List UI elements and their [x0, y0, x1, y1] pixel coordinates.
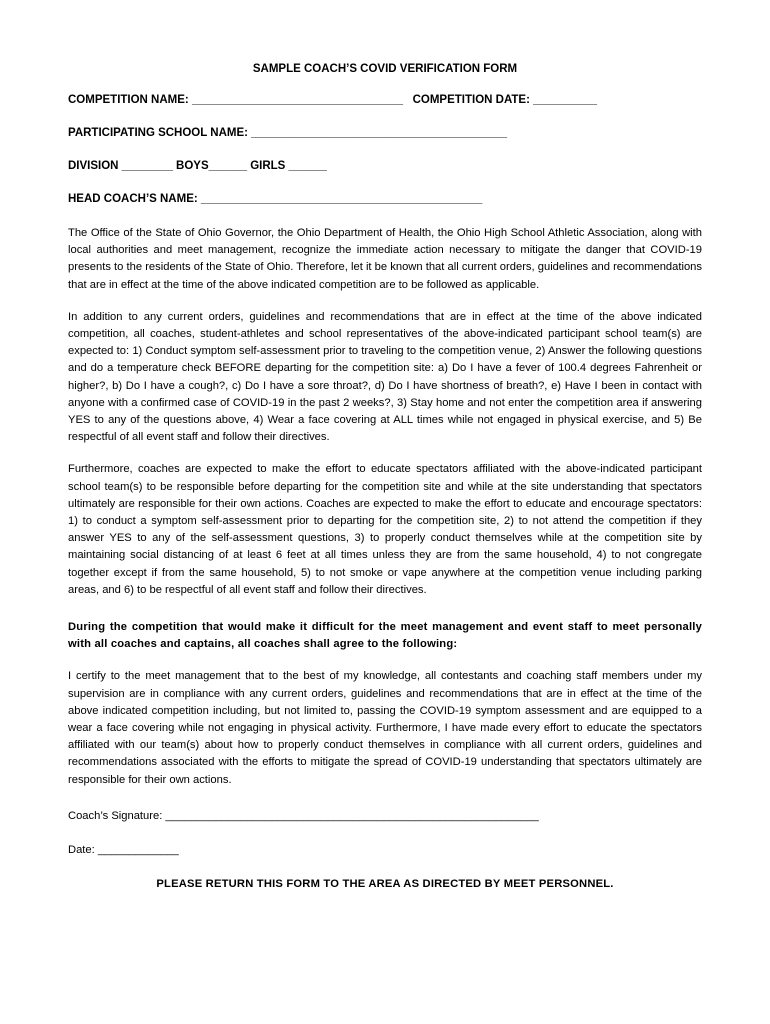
division-field[interactable]: DIVISION ________ BOYS______ GIRLS ______	[68, 160, 327, 172]
intro-paragraph: The Office of the State of Ohio Governor, the Ohio Department of Health, the Ohio High School Athletic Association, along with local authorities and meet management, recognize the immediate action necessary to mitigate the danger that COVID-19 presents to the residents of the State of Ohio. Therefore, let it be known that all current orders, guidelines and recommendations that are in effect at the time of the above indicated competition are to be followed as applicable.	[68, 227, 702, 291]
form-title: SAMPLE COACH’S COVID VERIFICATION FORM	[252, 63, 518, 75]
spectators-paragraph: Furthermore, coaches are expected to make the effort to educate spectators affiliated with the above-indicated participant school team(s) to be responsible before departing for the competition site and while at the site understanding that spectators ultimately are responsible for their own actions. Coaches are expected to make the effort to educate and encourage spectators: 1) to conduct a symptom self-assessment prior to departing for the competition site, 2) to not attend the competition if they answer YES to any of the self-assessment questions, 3) to properly conduct themselves while at the competition site by maintaining social distancing of at least 6 feet at all times unless they are from the same household, 4) to not congregate together except if from the same household, 5) to not smoke or vape anywhere at the competition venue including parking areas, and 6) to be respectful of all event staff and follow their directives.	[68, 463, 702, 596]
competition-line	[68, 93, 702, 107]
return-instructions: PLEASE RETURN THIS FORM TO THE AREA AS DIRECTED BY MEET PERSONNEL.	[156, 877, 614, 890]
date-field[interactable]: Date: _____________	[68, 843, 179, 856]
certification-paragraph: I certify to the meet management that to the best of my knowledge, all contestants and coaching staff members under my supervision are in compliance with any current orders, guidelines and recommendations that are in effect at the time of the above indicated competition including, but not limited to, passing the COVID-19 symptom assessment and are equipped to a wear a face covering while not engaging in physical activity. Furthermore, I have made every effort to educate the spectators affiliated with our team(s) about how to properly conduct themselves in compliance with all current orders, guidelines and recommendations associated with the efforts to mitigate the spread of COVID-19 understanding that spectators ultimately are responsible for their own actions.	[68, 670, 702, 786]
coach-signature-field[interactable]: Coach’s Signature: ____________________________________________________________	[68, 809, 539, 822]
participating-school-field[interactable]: PARTICIPATING SCHOOL NAME: ________________________________________	[68, 127, 507, 139]
form-page	[68, 62, 702, 891]
competition-name-field[interactable]: COMPETITION NAME: _________________________________	[68, 94, 403, 106]
agreement-heading: During the competition that would make it difficult for the meet management and event staff to meet personally with all coaches and captains, all coaches shall agree to the following:	[68, 621, 702, 651]
requirements-paragraph: In addition to any current orders, guidelines and recommendations that are in effect at the time of the above indicated competition, all coaches, student-athletes and school representatives of the above-indicated participant school team(s) are expected to: 1) Conduct symptom self-assessment prior to traveling to the competition venue, 2) Answer the following questions and do a temperature check BEFORE departing for the competition site: a) Do I have a fever of 100.4 degrees Fahrenheit or higher?, b) Do I have a cough?, c) Do I have a sore throat?, d) Do I have shortness of breath?, e) Have I been in contact with anyone with a confirmed case of COVID-19 in the past 2 weeks?, 3) Stay home and not enter the competition area if answering YES to any of the questions above, 4) Wear a face covering at ALL times while not engaged in physical exercise, and 5) Be respectful of all event staff and follow their directives.	[68, 310, 702, 444]
head-coach-field[interactable]: HEAD COACH’S NAME: ____________________________________________	[68, 193, 483, 205]
competition-date-field[interactable]: COMPETITION DATE: __________	[412, 94, 598, 106]
